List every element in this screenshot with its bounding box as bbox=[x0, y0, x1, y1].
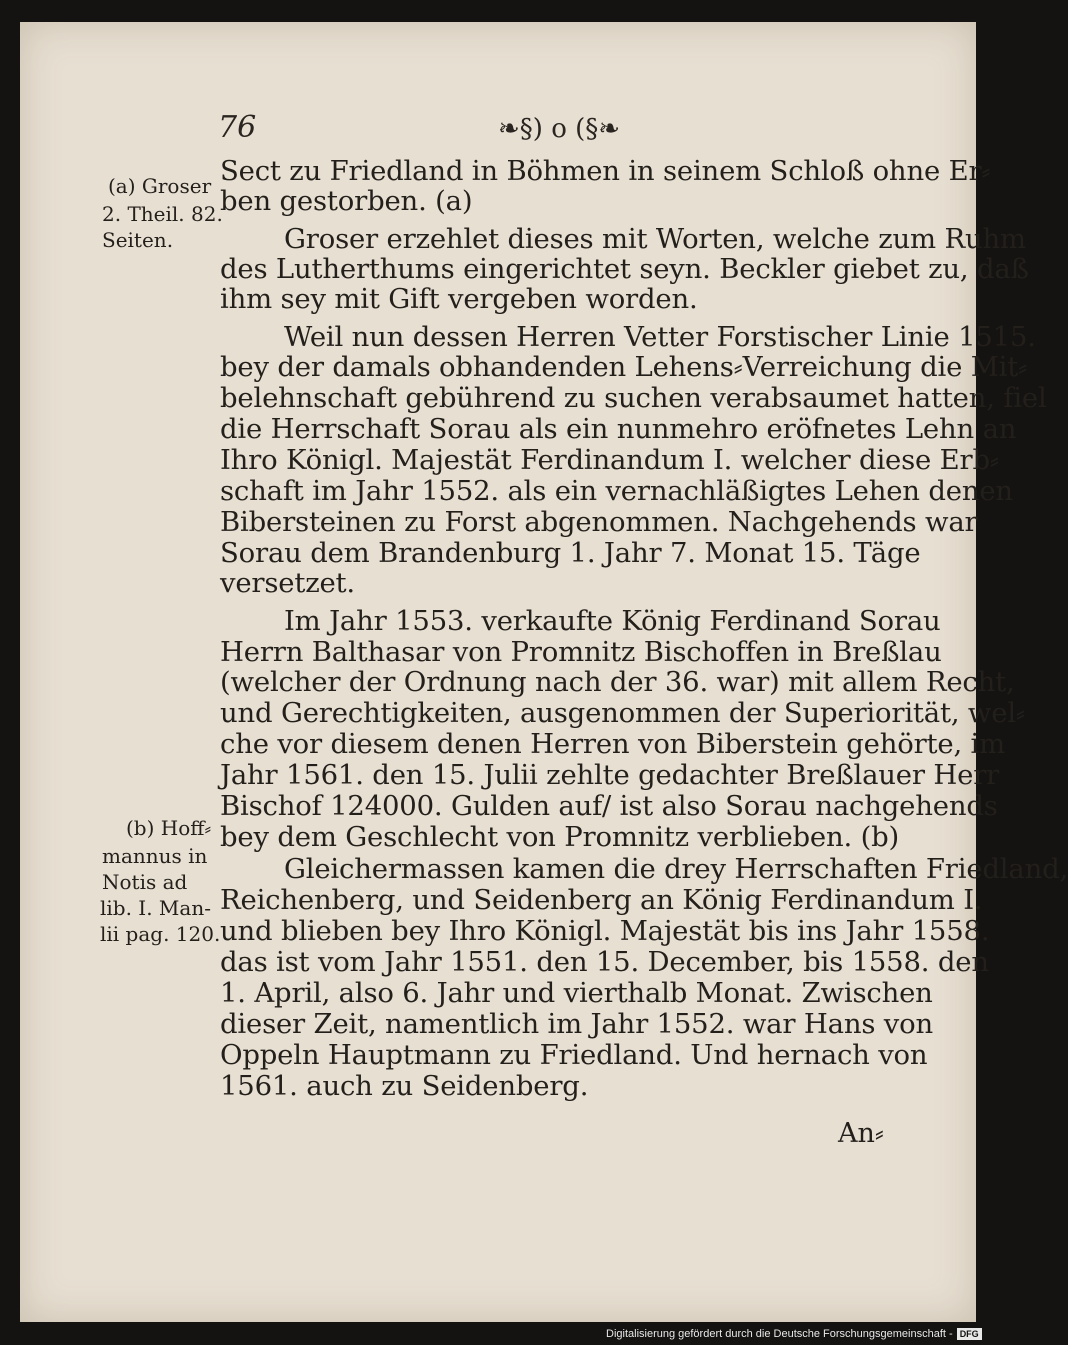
margin-note: 2. Theil. 82. bbox=[102, 202, 223, 226]
text-line: dieser Zeit, namentlich im Jahr 1552. war Hans von bbox=[220, 1008, 933, 1040]
text-line: das ist vom Jahr 1551. den 15. December, bis 1558. den bbox=[220, 946, 989, 978]
book-page bbox=[20, 22, 1068, 1322]
text-line: (welcher der Ordnung nach der 36. war) mit allem Recht, bbox=[220, 666, 1015, 698]
text-line: ben gestorben. (a) bbox=[220, 185, 473, 217]
text-line: schaft im Jahr 1552. als ein vernachläßigtes Lehen denen bbox=[220, 475, 1013, 507]
text-line: und blieben bey Ihro Königl. Majestät bis ins Jahr 1558. bbox=[220, 915, 990, 947]
text-line: Gleichermassen kamen die drey Herrschaften Friedland, bbox=[284, 853, 1068, 885]
text-line: Bischof 124000. Gulden auf/ ist also Sorau nachgehends bbox=[220, 790, 998, 822]
text-line: ihm sey mit Gift vergeben worden. bbox=[220, 283, 698, 315]
page-number: 76 bbox=[218, 110, 257, 145]
text-line: Reichenberg, und Seidenberg an König Ferdinandum I. bbox=[220, 884, 983, 916]
header-ornament: ❧§) o (§❧ bbox=[498, 114, 621, 144]
catchword: An⸗ bbox=[838, 1118, 884, 1149]
text-line: Oppeln Hauptmann zu Friedland. Und hernach von bbox=[220, 1039, 928, 1071]
text-line: Jahr 1561. den 15. Julii zehlte gedachter Breßlauer Herr bbox=[220, 759, 1000, 791]
text-line: che vor diesem denen Herren von Biberstein gehörte, im bbox=[220, 728, 1006, 760]
text-line: Bibersteinen zu Forst abgenommen. Nachgehends war bbox=[220, 506, 978, 538]
margin-note: Notis ad bbox=[102, 870, 188, 894]
dfg-logo: DFG bbox=[957, 1328, 982, 1340]
text-line: und Gerechtigkeiten, ausgenommen der Superiorität, wel⸗ bbox=[220, 697, 1025, 729]
text-line: bey dem Geschlecht von Promnitz verblieben. (b) bbox=[220, 821, 900, 853]
margin-note: Seiten. bbox=[102, 228, 174, 252]
text-line: Weil nun dessen Herren Vetter Forstischer Linie 1515. bbox=[284, 321, 1036, 353]
text-line: Ihro Königl. Majestät Ferdinandum I. welcher diese Erb⸗ bbox=[220, 444, 999, 476]
text-line: bey der damals obhandenden Lehens⸗Verreichung die Mit⸗ bbox=[220, 351, 1028, 383]
text-line: Groser erzehlet dieses mit Worten, welche zum Ruhm bbox=[284, 223, 1026, 255]
text-line: belehnschaft gebührend zu suchen verabsaumet hatten, fiel bbox=[220, 382, 1047, 414]
text-line: Im Jahr 1553. verkaufte König Ferdinand Sorau bbox=[284, 605, 941, 637]
text-line: des Lutherthums eingerichtet seyn. Beckler giebet zu, daß bbox=[220, 253, 1029, 285]
text-line: Herrn Balthasar von Promnitz Bischoffen in Breßlau bbox=[220, 636, 942, 668]
margin-note: lii pag. 120. bbox=[100, 922, 221, 946]
text-line: versetzet. bbox=[220, 567, 355, 599]
text-line: die Herrschaft Sorau als ein nunmehro eröfnetes Lehn an bbox=[220, 413, 1017, 445]
margin-note: lib. I. Man- bbox=[100, 896, 211, 920]
digitization-footer bbox=[606, 1326, 990, 1342]
text-line: 1561. auch zu Seidenberg. bbox=[220, 1070, 589, 1102]
margin-note: (b) Hoff⸗ bbox=[126, 816, 212, 840]
text-line: Sorau dem Brandenburg 1. Jahr 7. Monat 15. Täge bbox=[220, 537, 921, 569]
text-line: 1. April, also 6. Jahr und vierthalb Monat. Zwischen bbox=[220, 977, 933, 1009]
text-line: Sect zu Friedland in Böhmen in seinem Schloß ohne Er⸗ bbox=[220, 155, 991, 187]
footer-text: Digitalisierung gefördert durch die Deutsche Forschungsgemeinschaft - bbox=[606, 1328, 953, 1340]
margin-note: mannus in bbox=[102, 844, 208, 868]
margin-note: (a) Groser bbox=[108, 174, 212, 198]
